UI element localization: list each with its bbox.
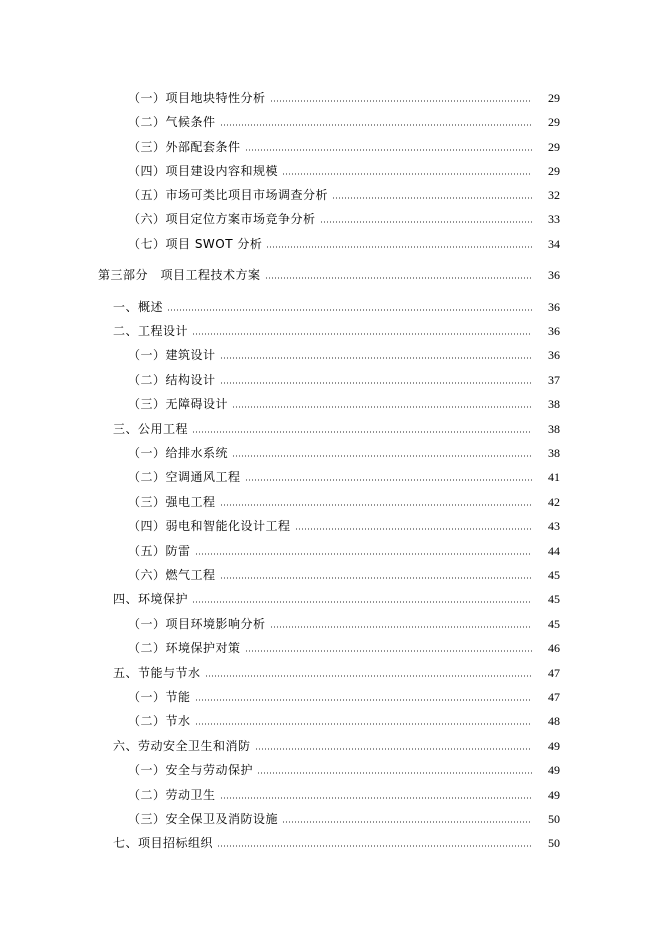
toc-entry[interactable]: [113, 735, 560, 753]
toc-entry[interactable]: [128, 491, 560, 509]
toc-leader-dots: [220, 382, 532, 384]
toc-page-number: 46: [548, 641, 560, 655]
toc-page-number: 50: [548, 812, 560, 826]
toc-leader-dots: [255, 748, 532, 750]
toc-entry[interactable]: [128, 184, 560, 202]
toc-page-number: 29: [548, 164, 560, 178]
toc-leader-dots: [232, 455, 532, 457]
toc-entry[interactable]: [128, 393, 560, 411]
toc-leader-dots: [220, 124, 532, 126]
toc-entry[interactable]: [128, 613, 560, 631]
toc-leader-dots: [205, 675, 532, 677]
toc-entry-label: 四、环境保护: [113, 592, 189, 606]
toc-page-number: 33: [548, 212, 560, 226]
toc-leader-dots: [245, 479, 532, 481]
toc-leader-dots: [245, 149, 532, 151]
toc-page-number: 29: [548, 140, 560, 154]
toc-entry-label: （六）燃气工程: [128, 568, 216, 582]
toc-entry-label: （一）节能: [128, 690, 191, 704]
toc-leader-dots: [220, 357, 532, 359]
toc-page-number: 38: [548, 422, 560, 436]
toc-page-number: 45: [548, 592, 560, 606]
toc-entry[interactable]: [128, 686, 560, 704]
toc-part-heading[interactable]: [98, 264, 560, 282]
toc-entry-label: （三）安全保卫及消防设施: [128, 812, 279, 826]
toc-page-number: 44: [548, 544, 560, 558]
toc-entry[interactable]: [113, 588, 560, 606]
toc-leader-dots: [270, 100, 532, 102]
toc-page-number: 36: [548, 268, 560, 282]
toc-entry-label: （二）结构设计: [128, 373, 216, 387]
toc-entry-label: 三、公用工程: [113, 422, 189, 436]
toc-page-number: 45: [548, 568, 560, 582]
toc-page-number: 47: [548, 666, 560, 680]
toc-entry[interactable]: [128, 369, 560, 387]
toc-entry-label: （四）弱电和智能化设计工程: [128, 519, 291, 533]
toc-leader-dots: [320, 221, 532, 223]
toc-entry-label: （六）项目定位方案市场竞争分析: [128, 212, 316, 226]
toc-entry[interactable]: [128, 808, 560, 826]
toc-entry[interactable]: [128, 637, 560, 655]
toc-leader-dots: [220, 797, 532, 799]
toc-leader-dots: [192, 601, 532, 603]
toc-leader-dots: [245, 650, 532, 652]
toc-page-number: 49: [548, 739, 560, 753]
toc-leader-dots: [220, 504, 532, 506]
toc-entry[interactable]: [128, 540, 560, 558]
toc-entry-label: （二）气候条件: [128, 115, 216, 129]
toc-page-number: 43: [548, 519, 560, 533]
toc-entry-label: （一）建筑设计: [128, 348, 216, 362]
toc-entry[interactable]: [128, 515, 560, 533]
toc-entry-label: （二）环境保护对策: [128, 641, 241, 655]
toc-entry[interactable]: [113, 320, 560, 338]
toc-page-number: 36: [548, 324, 560, 338]
toc-page-number: 50: [548, 836, 560, 850]
toc-entry[interactable]: [128, 710, 560, 728]
toc-entry-label: （二）空调通风工程: [128, 470, 241, 484]
toc-entry-label: （三）强电工程: [128, 495, 216, 509]
toc-entry-label: 五、节能与节水: [113, 666, 201, 680]
toc-page-number: 47: [548, 690, 560, 704]
toc-page-number: 29: [548, 115, 560, 129]
toc-leader-dots: [282, 173, 532, 175]
toc-leader-dots: [192, 431, 532, 433]
toc-page-number: 49: [548, 763, 560, 777]
toc-entry[interactable]: [128, 344, 560, 362]
toc-entry-label: （一）安全与劳动保护: [128, 763, 254, 777]
toc-leader-dots: [282, 821, 532, 823]
toc-page-number: 29: [548, 91, 560, 105]
toc-page-number: 38: [548, 397, 560, 411]
toc-entry-label: （一）项目环境影响分析: [128, 617, 266, 631]
toc-entry-label: （四）项目建设内容和规模: [128, 164, 279, 178]
toc-leader-dots: [265, 277, 532, 279]
toc-page-number: 36: [548, 348, 560, 362]
toc-leader-dots: [220, 577, 532, 579]
toc-leader-dots: [295, 528, 532, 530]
toc-entry-label: 二、工程设计: [113, 324, 189, 338]
toc-page-number: 48: [548, 714, 560, 728]
toc-entry[interactable]: [113, 662, 560, 680]
toc-entry[interactable]: [128, 87, 560, 105]
toc-page-number: 49: [548, 788, 560, 802]
toc-leader-dots: [232, 406, 532, 408]
toc-entry[interactable]: [128, 136, 560, 154]
toc-entry-label: （一）给排水系统: [128, 446, 229, 460]
toc-leader-dots: [195, 553, 532, 555]
toc-entry-label: （二）节水: [128, 714, 191, 728]
toc-entry[interactable]: [128, 466, 560, 484]
toc-leader-dots: [192, 333, 532, 335]
toc-entry-label: （三）无障碍设计: [128, 397, 229, 411]
toc-entry[interactable]: [128, 564, 560, 582]
toc-entry[interactable]: [128, 442, 560, 460]
toc-entry-label: （一）项目地块特性分析: [128, 91, 266, 105]
toc-page-number: 37: [548, 373, 560, 387]
toc-leader-dots: [195, 699, 532, 701]
toc-page-number: 38: [548, 446, 560, 460]
toc-entry-label: 一、概述: [113, 300, 164, 314]
toc-entry-label: （七）项目 SWOT 分析: [128, 237, 263, 251]
toc-page-number: 45: [548, 617, 560, 631]
toc-leader-dots: [167, 309, 532, 311]
toc-leader-dots: [332, 197, 532, 199]
toc-entry-label: 六、劳动安全卫生和消防: [113, 739, 251, 753]
toc-entry[interactable]: [128, 208, 560, 226]
toc-entry[interactable]: [128, 784, 560, 802]
toc-page-number: 32: [548, 188, 560, 202]
toc-entry[interactable]: [128, 759, 560, 777]
toc-page-number: 36: [548, 300, 560, 314]
toc-leader-dots: [217, 845, 532, 847]
toc-entry-label: 第三部分 项目工程技术方案: [98, 268, 261, 282]
toc-leader-dots: [195, 723, 532, 725]
toc-entry[interactable]: [128, 160, 560, 178]
toc-entry[interactable]: [113, 832, 560, 850]
toc-leader-dots: [270, 626, 532, 628]
toc-page-number: 41: [548, 470, 560, 484]
toc-entry-label: （五）市场可类比项目市场调查分析: [128, 188, 329, 202]
toc-entry[interactable]: [128, 111, 560, 129]
toc-leader-dots: [266, 246, 532, 248]
toc-entry-label: （三）外部配套条件: [128, 140, 241, 154]
toc-page-number: 42: [548, 495, 560, 509]
toc-entry[interactable]: [128, 233, 560, 251]
toc-entry[interactable]: [113, 418, 560, 436]
toc-entry-label: （五）防雷: [128, 544, 191, 558]
toc-entry-label: （二）劳动卫生: [128, 788, 216, 802]
toc-entry-label: 七、项目招标组织: [113, 836, 214, 850]
toc-page-number: 34: [548, 237, 560, 251]
toc-leader-dots: [257, 772, 532, 774]
toc-entry[interactable]: [113, 296, 560, 314]
